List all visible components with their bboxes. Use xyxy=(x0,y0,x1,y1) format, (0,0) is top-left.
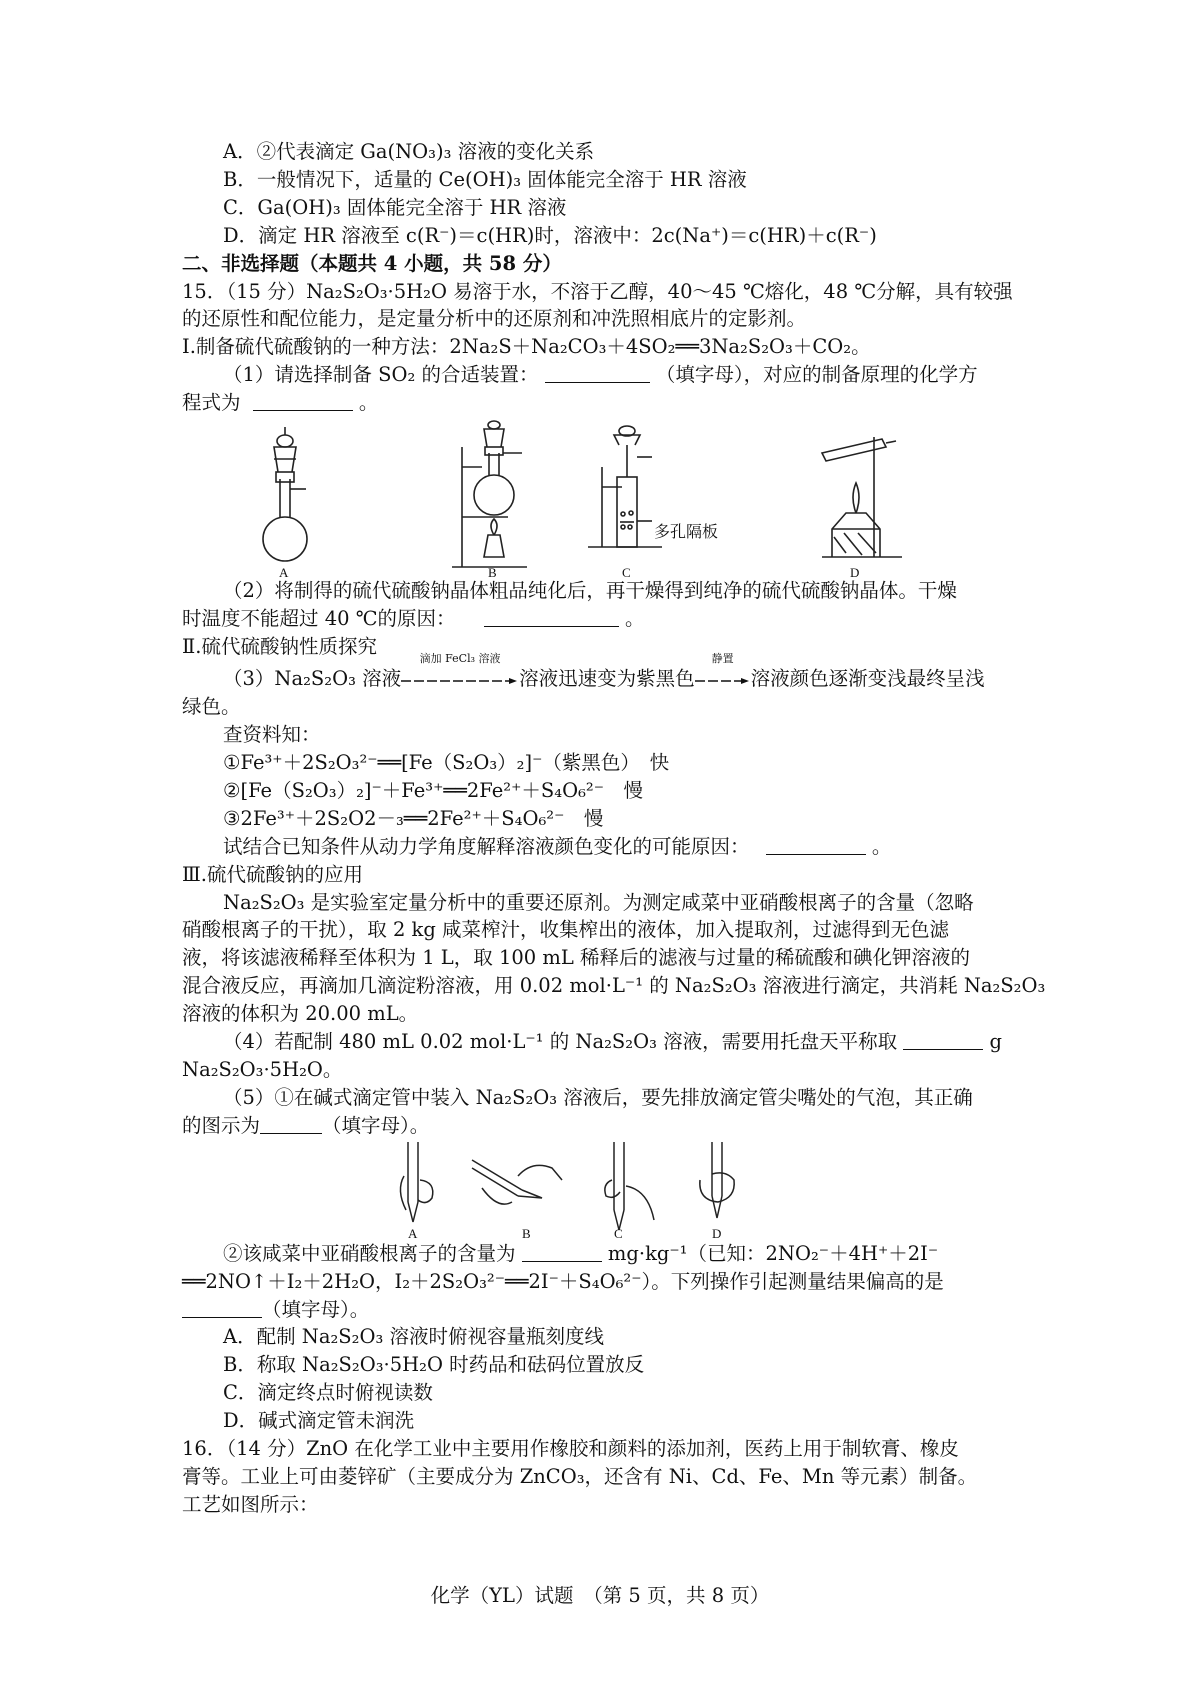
burette-b xyxy=(472,1160,562,1204)
arrow-label: 静置 xyxy=(711,652,734,666)
q15-3-line1 xyxy=(182,652,1032,693)
part3-para-4: 混合液反应，再滴加几滴淀粉溶液，用 0.02 mol·L⁻¹ 的 Na₂S₂O₃ 溶液进行滴定，共消耗 Na₂S₂O₃ xyxy=(182,974,1046,998)
arrow-shape xyxy=(695,677,751,685)
q15-5-2-text3: （填字母）。 xyxy=(262,1297,370,1321)
q15-5-2-text2: mg·kg⁻¹（已知：2NO₂⁻＋4H⁺＋2I⁻ xyxy=(607,1241,939,1265)
q15-4-line1 xyxy=(182,1028,1032,1056)
q15-2-line2 xyxy=(182,605,1032,633)
burette-c xyxy=(605,1142,654,1230)
part1-heading: Ⅰ.制备硫代硫酸钠的一种方法：2Na₂S＋Na₂CO₃＋4SO₂══3Na₂S₂O₃＋CO₂。 xyxy=(182,335,871,359)
apparatus-b xyxy=(452,421,527,567)
arrow-label: 滴加 FeCl₃ 溶液 xyxy=(419,652,501,666)
answer-blank[interactable] xyxy=(260,1115,322,1134)
burette-a xyxy=(400,1142,432,1222)
q15-1-text-b: （填字母），对应的制备原理的化学方 xyxy=(655,363,978,387)
apparatus-a xyxy=(263,427,307,561)
q15-1-line2 xyxy=(182,389,1032,417)
q15-option-b: B．称取 Na₂S₂O₃·5H₂O 时药品和砝码位置放反 xyxy=(223,1353,645,1377)
label-c: C xyxy=(622,565,631,581)
apparatus-drawings xyxy=(182,417,1032,581)
q15-option-d: D．碱式滴定管未润洗 xyxy=(223,1409,415,1433)
q15-5-2-line2: ══2NO↑＋I₂＋2H₂O，I₂＋2S₂O₃²⁻══2I⁻＋S₄O₆²⁻）。下列操作引起测量结果偏高的是 xyxy=(182,1269,944,1293)
apparatus-c xyxy=(588,426,662,547)
unit-g: g xyxy=(989,1030,1002,1054)
q15-1-line1 xyxy=(182,361,1032,389)
q15-5-text: 的图示为 xyxy=(182,1113,261,1137)
label-d: D xyxy=(712,1225,722,1241)
period: 。 xyxy=(871,834,892,858)
period: 。 xyxy=(624,606,645,630)
q15-3-start: （3）Na₂S₂O₃ 溶液 xyxy=(223,666,402,690)
label-b: B xyxy=(488,565,497,581)
answer-blank[interactable] xyxy=(182,1299,262,1318)
answer-blank[interactable] xyxy=(522,1243,602,1262)
q15-4-line2: Na₂S₂O₃·5H₂O。 xyxy=(182,1058,343,1082)
info-reaction-3: ③2Fe³⁺＋2S₂O2－₃══2Fe²⁺＋S₄O₆²⁻ 慢 xyxy=(223,806,604,830)
label-c: C xyxy=(614,1225,623,1241)
q15-3-line2: 绿色。 xyxy=(182,695,241,719)
label-a: A xyxy=(279,565,289,581)
section-title: 二、非选择题（本题共 4 小题，共 58 分） xyxy=(182,251,562,275)
label-a: A xyxy=(408,1225,418,1241)
q15-5-line1: （5）①在碱式滴定管中装入 Na₂S₂O₃ 溶液后，要先排放滴定管尖嘴处的气泡，其正确 xyxy=(223,1085,973,1109)
q15-1-text-a: （1）请选择制备 SO₂ 的合适装置： xyxy=(223,363,539,387)
option-d: D．滴定 HR 溶液至 c(R⁻)＝c(HR)时，溶液中：2c(Na⁺)＝c(HR)＋c(R⁻) xyxy=(223,223,877,247)
q15-3-question xyxy=(182,833,1032,861)
q15-5-2-text: ②该咸菜中亚硝酸根离子的含量为 xyxy=(223,1241,516,1265)
exam-page xyxy=(182,138,1046,1519)
part2-heading: Ⅱ.硫代硫酸钠性质探究 xyxy=(182,634,377,658)
option-c: C．Ga(OH)₃ 固体能完全溶于 HR 溶液 xyxy=(223,195,567,219)
info-title: 查资料知： xyxy=(223,723,321,747)
reaction-arrow xyxy=(401,652,519,693)
q15-intro-line1: 15．（15 分）Na₂S₂O₃·5H₂O 易溶于水，不溶于乙醇，40～45 ℃熔化，48 ℃分解，具有较强 xyxy=(182,279,1013,303)
info-reaction-2: ②[Fe（S₂O₃）₂]⁻＋Fe³⁺══2Fe²⁺＋S₄O₆²⁻ 慢 xyxy=(223,778,643,802)
answer-blank[interactable] xyxy=(766,836,866,855)
q15-5-2-line1 xyxy=(182,1240,1032,1268)
q15-3-ask: 试结合已知条件从动力学角度解释溶液颜色变化的可能原因： xyxy=(223,834,750,858)
page-footer: 化学（YL）试题 （第 5 页，共 8 页） xyxy=(430,1584,770,1607)
q15-2-line1: （2）将制得的硫代硫酸钠晶体粗品纯化后，再干燥得到纯净的硫代硫酸钠晶体。干燥 xyxy=(223,579,957,603)
q15-option-a: A．配制 Na₂S₂O₃ 溶液时俯视容量瓶刻度线 xyxy=(223,1325,604,1349)
answer-blank[interactable] xyxy=(545,364,650,383)
porous-plate-label: 多孔隔板 xyxy=(654,524,719,542)
q15-4-text: （4）若配制 480 mL 0.02 mol·L⁻¹ 的 Na₂S₂O₃ 溶液，需要用托盘天平称取 xyxy=(223,1030,898,1054)
apparatus-figure xyxy=(182,417,1032,581)
part3-para-5: 溶液的体积为 20.00 mL。 xyxy=(182,1002,419,1026)
q15-3-end: 溶液颜色逐渐变浅最终呈浅 xyxy=(750,666,985,690)
option-a: A．②代表滴定 Ga(NO₃)₃ 溶液的变化关系 xyxy=(223,140,595,163)
reaction-arrow xyxy=(695,652,751,693)
q15-5-line2 xyxy=(182,1112,1032,1140)
option-b: B．一般情况下，适量的 Ce(OH)₃ 固体能完全溶于 HR 溶液 xyxy=(223,167,747,191)
apparatus-d xyxy=(822,437,902,557)
q15-3-mid: 溶液迅速变为紫黑色 xyxy=(519,666,695,690)
q15-5-2-line3 xyxy=(182,1296,1032,1324)
q16-line2: 膏等。工业上可由菱锌矿（主要成分为 ZnCO₃，还含有 Ni、Cd、Fe、Mn 等元素）制备。 xyxy=(182,1464,978,1488)
q15-5-text2: （填字母）。 xyxy=(322,1113,430,1137)
label-d: D xyxy=(850,565,860,581)
q15-option-c: C．滴定终点时俯视读数 xyxy=(223,1381,433,1405)
part3-para-2: 硝酸根离子的干扰），取 2 kg 咸菜榨汁，收集榨出的液体，加入提取剂，过滤得到无色滤 xyxy=(182,918,950,942)
answer-blank[interactable] xyxy=(903,1031,983,1050)
q15-intro-line2: 的还原性和配位能力，是定量分析中的还原剂和冲洗照相底片的定影剂。 xyxy=(182,307,807,331)
q15-2-text: 时温度不能超过 40 ℃的原因： xyxy=(182,606,456,630)
part3-heading: Ⅲ.硫代硫酸钠的应用 xyxy=(182,862,364,886)
answer-blank[interactable] xyxy=(484,608,619,627)
part3-para-3: 液，将该滤液稀释至体积为 1 L，取 100 mL 稀释后的滤液与过量的稀硫酸和碘化钾溶液的 xyxy=(182,946,971,970)
info-reaction-1: ①Fe³⁺＋2S₂O₃²⁻══[Fe（S₂O₃）₂]⁻（紫黑色） 快 xyxy=(223,751,670,775)
part3-para-1: Na₂S₂O₃ 是实验室定量分析中的重要还原剂。为测定咸菜中亚硝酸根离子的含量（忽略 xyxy=(223,890,974,914)
arrow-shape xyxy=(401,677,519,685)
burette-figure xyxy=(182,1140,1032,1240)
answer-blank[interactable] xyxy=(253,392,353,411)
label-b: B xyxy=(522,1225,531,1241)
q16-line3: 工艺如图所示： xyxy=(182,1492,319,1516)
q16-line1: 16．（14 分）ZnO 在化学工业中主要用作橡胶和颜料的添加剂，医药上用于制软膏、橡皮 xyxy=(182,1437,959,1461)
period: 。 xyxy=(358,391,379,415)
q15-1-text-c: 程式为 xyxy=(182,391,241,415)
burette-d xyxy=(700,1142,734,1218)
burette-drawings xyxy=(182,1140,1032,1240)
